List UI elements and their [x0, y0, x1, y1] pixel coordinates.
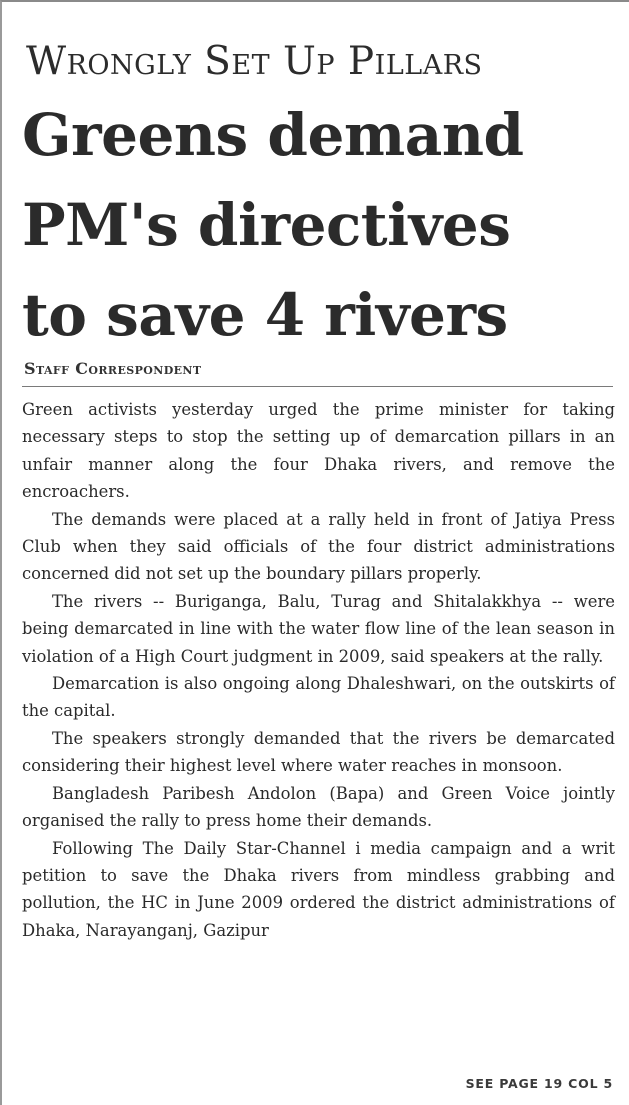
headline	[22, 90, 622, 360]
byline-divider	[22, 386, 613, 387]
byline: Staff Correspondent	[24, 359, 202, 378]
headline-line-3: to save 4 rivers	[22, 281, 508, 349]
headline-line-2: PM's directives	[22, 191, 511, 259]
headline-line-1: Greens demand	[22, 101, 524, 169]
paragraph-3: The rivers -- Buriganga, Balu, Turag and Shitalakkhya -- were being demarcated in line with the water flow line of the lean season in violation of a High Court judgment in 2009, said speakers at the rally.	[22, 591, 615, 666]
paragraph-2: The demands were placed at a rally held in front of Jatiya Press Club when they said officials of the four district administrations concerned did not set up the boundary pillars properly.	[22, 509, 615, 584]
continued-jump-line: SEE PAGE 19 COL 5	[465, 1076, 613, 1091]
paragraph-6: Bangladesh Paribesh Andolon (Bapa) and Green Voice jointly organised the rally to press home their demands.	[22, 783, 615, 831]
paragraph-1: Green activists yesterday urged the prime minister for taking necessary steps to stop the setting up of demarcation pillars in an unfair manner along the four Dhaka rivers, and remove the encroachers.	[22, 400, 615, 502]
paragraph-7: Following The Daily Star-Channel i media campaign and a writ petition to save the Dhaka rivers from mindless grabbing and pollution, the HC in June 2009 ordered the district administrations of Dhaka, Narayanganj, Gazipur	[22, 838, 615, 940]
paragraph-5: The speakers strongly demanded that the rivers be demarcated considering their highest level where water reaches in monsoon.	[22, 728, 615, 776]
paragraph-4: Demarcation is also ongoing along Dhaleshwari, on the outskirts of the capital.	[22, 674, 615, 721]
article-body	[22, 396, 615, 944]
kicker-heading: Wrongly Set Up Pillars	[26, 39, 483, 84]
